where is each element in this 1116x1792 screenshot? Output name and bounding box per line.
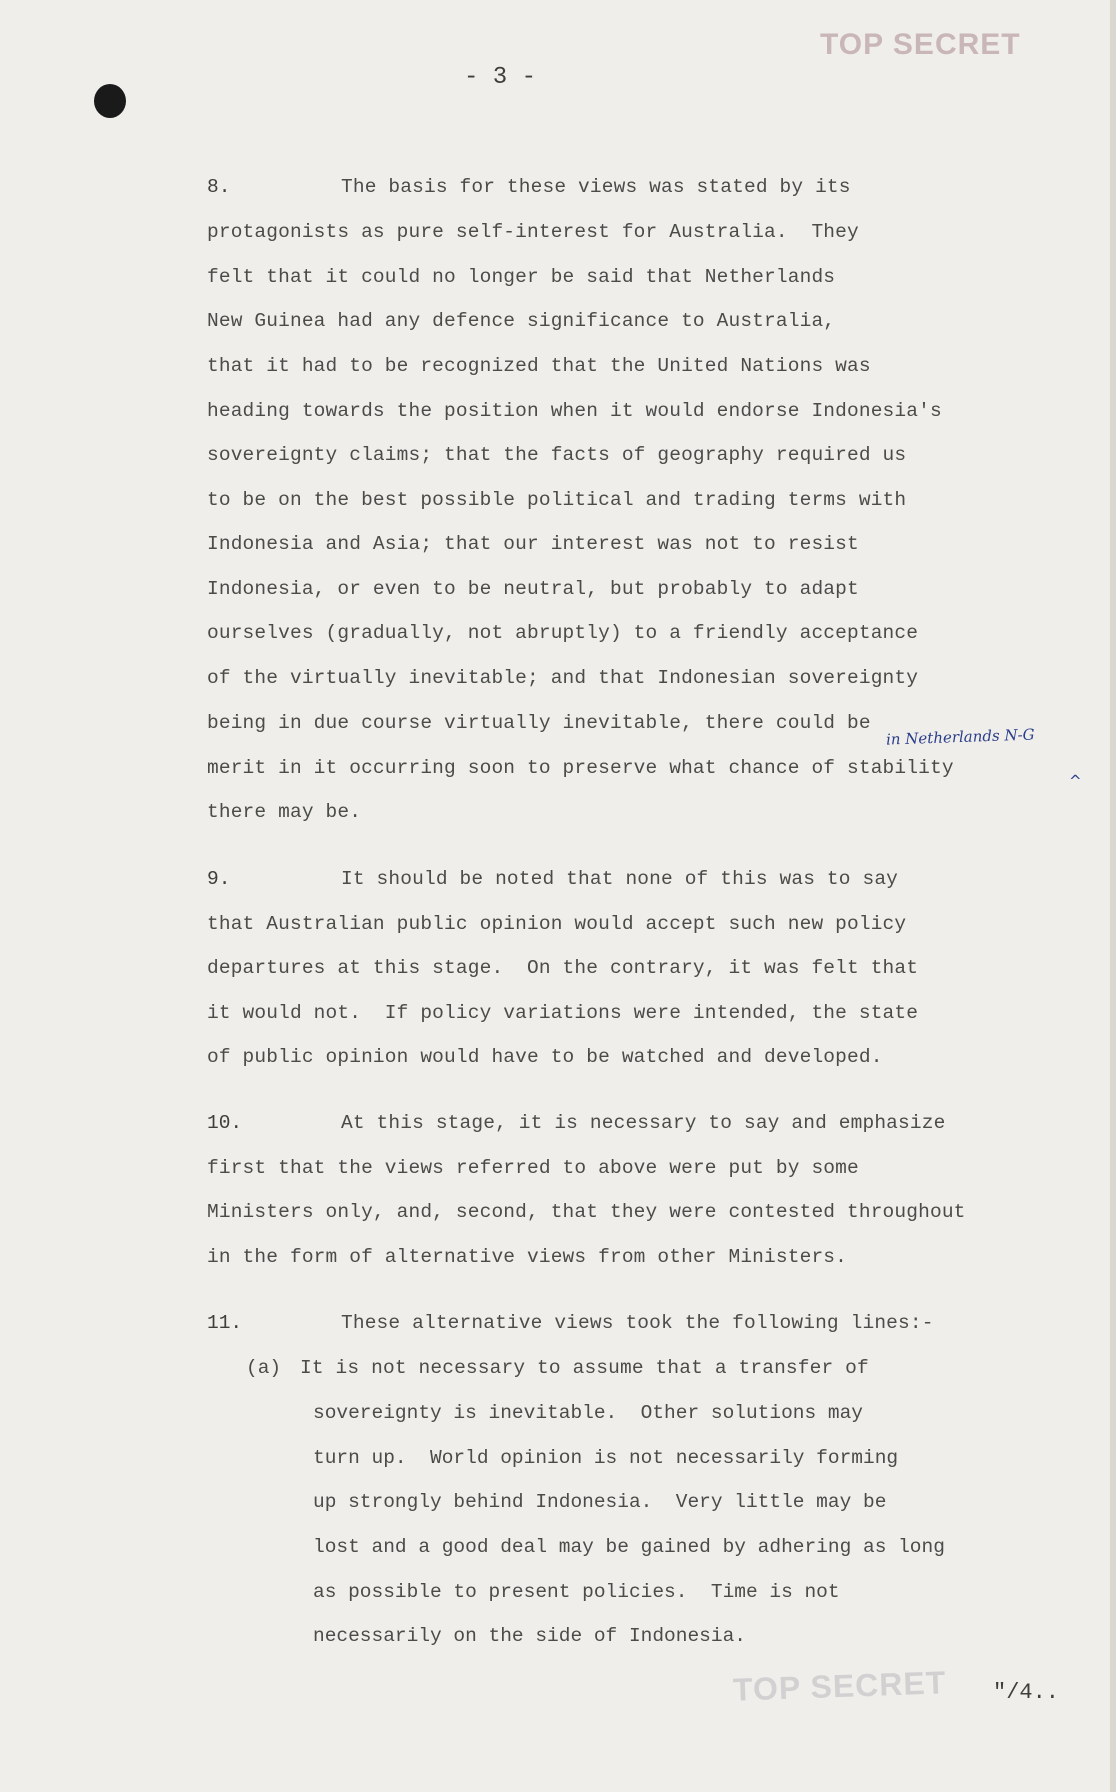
paragraph-line: in the form of alternative views from other Ministers.: [207, 1246, 848, 1268]
paragraph-number: 10.: [207, 1112, 243, 1134]
paragraph-line: first that the views referred to above were put by some: [207, 1157, 859, 1179]
subitem-line: necessarily on the side of Indonesia.: [313, 1625, 746, 1647]
subitem-line: up strongly behind Indonesia. Very little may be: [313, 1491, 887, 1513]
paragraph-line: Indonesia and Asia; that our interest was not to resist: [207, 533, 859, 555]
paragraph-line: felt that it could no longer be said that Netherlands: [207, 266, 836, 288]
paragraph-line: ourselves (gradually, not abruptly) to a friendly acceptance: [207, 622, 919, 644]
paragraph-line: that Australian public opinion would accept such new policy: [207, 913, 907, 935]
paragraph-line: departures at this stage. On the contrary, it was felt that: [207, 957, 919, 979]
paragraph-line: It should be noted that none of this was to say: [341, 868, 899, 890]
paragraph-number: 11.: [207, 1312, 243, 1334]
subitem-line: It is not necessary to assume that a transfer of: [300, 1357, 869, 1379]
paragraph-line: At this stage, it is necessary to say and emphasize: [341, 1112, 946, 1134]
top-secret-stamp-bottom: TOP SECRET: [732, 1664, 947, 1708]
paragraph-line: The basis for these views was stated by its: [341, 176, 851, 198]
paragraph-line: to be on the best possible political and trading terms with: [207, 489, 907, 511]
paragraph-line: sovereignty claims; that the facts of geography required us: [207, 444, 907, 466]
subitem-marker: (a): [246, 1357, 282, 1379]
paragraph-line: New Guinea had any defence significance to Australia,: [207, 310, 836, 332]
continuation-marker: "/4..: [993, 1680, 1060, 1705]
paragraph-number: 9.: [207, 868, 231, 890]
top-secret-stamp-top: TOP SECRET: [820, 28, 1021, 61]
paragraph-line: of the virtually inevitable; and that Indonesian sovereignty: [207, 667, 919, 689]
paragraph-line: Indonesia, or even to be neutral, but probably to adapt: [207, 578, 859, 600]
punch-hole: [94, 84, 126, 118]
subitem-line: as possible to present policies. Time is not: [313, 1581, 840, 1603]
paragraph-line: protagonists as pure self-interest for Australia. They: [207, 221, 859, 243]
subitem-line: sovereignty is inevitable. Other solutions may: [313, 1402, 863, 1424]
paragraph-line: it would not. If policy variations were intended, the state: [207, 1002, 919, 1024]
handwritten-annotation: in Netherlands N-G: [885, 725, 1035, 749]
subitem-line: turn up. World opinion is not necessarily forming: [313, 1447, 899, 1469]
paragraph-line: Ministers only, and, second, that they were contested throughout: [207, 1201, 966, 1223]
paragraph-line: merit in it occurring soon to preserve what chance of stability: [207, 757, 954, 779]
paragraph-number: 8.: [207, 176, 231, 198]
subitem-line: lost and a good deal may be gained by adhering as long: [313, 1536, 945, 1558]
paragraph-line: that it had to be recognized that the United Nations was: [207, 355, 871, 377]
paragraph-line: being in due course virtually inevitable, there could be: [207, 712, 871, 734]
page-number: - 3 -: [464, 64, 537, 91]
paragraph-line: there may be.: [207, 801, 362, 823]
page-edge-shadow: [1110, 0, 1116, 1792]
insertion-caret: ^: [1069, 772, 1082, 790]
paragraph-line: of public opinion would have to be watched and developed.: [207, 1046, 883, 1068]
paragraph-line: These alternative views took the following lines:-: [341, 1312, 934, 1334]
paragraph-line: heading towards the position when it would endorse Indonesia's: [207, 400, 942, 422]
